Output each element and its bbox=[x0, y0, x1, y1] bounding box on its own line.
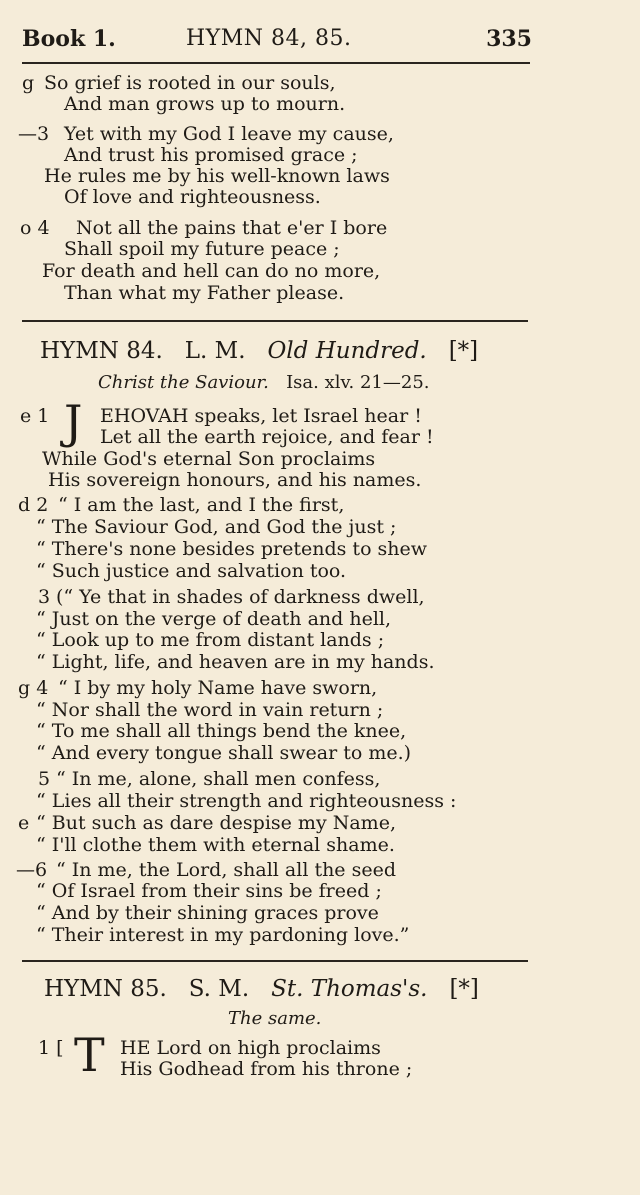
verse-line: “ But such as dare despise my Name, bbox=[36, 812, 396, 834]
verse-line: “ Light, life, and heaven are in my hands. bbox=[36, 651, 435, 673]
verse-line: Let all the earth rejoice, and fear ! bbox=[100, 426, 434, 448]
hymn-tune: Old Hundred. bbox=[267, 338, 427, 364]
verse-mark: g bbox=[22, 72, 35, 94]
hymn-mark: [*] bbox=[449, 976, 479, 1002]
verse-line: For death and hell can do no more, bbox=[42, 260, 381, 282]
section-rule bbox=[22, 960, 528, 962]
verse-mark: 3 bbox=[38, 586, 51, 608]
hymn-tune: St. Thomas's. bbox=[271, 976, 428, 1002]
verse-mark: 5 bbox=[38, 768, 51, 790]
verse-line: His sovereign honours, and his names. bbox=[48, 469, 422, 491]
verse-line: “ The Saviour God, and God the just ; bbox=[36, 516, 397, 538]
verse-mark: o 4 bbox=[20, 217, 50, 239]
hymn-number: HYMN 84. bbox=[40, 338, 163, 364]
verse-line: “ I'll clothe them with eternal shame. bbox=[36, 834, 395, 856]
book-label: Book 1. bbox=[22, 26, 116, 52]
scripture-reference: Isa. xlv. 21—25. bbox=[286, 372, 430, 393]
verse-line: While God's eternal Son proclaims bbox=[42, 448, 376, 470]
running-head bbox=[22, 26, 532, 58]
section-rule bbox=[22, 320, 528, 322]
verse-line: “ Of Israel from their sins be freed ; bbox=[36, 880, 382, 902]
verse-line: Yet with my God I leave my cause, bbox=[64, 123, 394, 145]
verse-line: “ To me shall all things bend the knee, bbox=[36, 720, 407, 742]
verse-line: “ And by their shining graces prove bbox=[36, 902, 379, 924]
verse-line: “ Their interest in my pardoning love.” bbox=[36, 924, 410, 946]
verse-mark: —6 bbox=[16, 859, 48, 881]
hymn-85-subtitle bbox=[228, 1008, 321, 1029]
verse-line: “ Look up to me from distant lands ; bbox=[36, 629, 385, 651]
verse-line: EHOVAH speaks, let Israel hear ! bbox=[100, 405, 422, 427]
verse-line: “ Such justice and salvation too. bbox=[36, 560, 347, 582]
verse-line: Than what my Father please. bbox=[64, 282, 345, 304]
header-rule bbox=[22, 62, 530, 64]
verse-mark: d 2 bbox=[18, 494, 49, 516]
verse-line: And man grows up to mourn. bbox=[64, 93, 346, 115]
drop-cap: J bbox=[64, 395, 83, 449]
verse-line: Shall spoil my future peace ; bbox=[64, 238, 340, 260]
verse-line: He rules me by his well-known laws bbox=[44, 165, 390, 187]
verse-line: (“ Ye that in shades of darkness dwell, bbox=[56, 586, 425, 608]
page-number: 335 bbox=[486, 26, 532, 52]
verse-line: “ I by my holy Name have sworn, bbox=[58, 677, 378, 699]
verse-mark: g 4 bbox=[18, 677, 49, 699]
verse-line: Not all the pains that e'er I bore bbox=[76, 217, 388, 239]
hymn-mark: [*] bbox=[448, 338, 479, 364]
verse-mark: e 1 bbox=[20, 405, 50, 427]
verse-line: And trust his promised grace ; bbox=[64, 144, 358, 166]
verse-mark: e bbox=[18, 812, 30, 834]
verse-line: HE Lord on high proclaims bbox=[120, 1037, 381, 1059]
hymn-range: HYMN 84, 85. bbox=[186, 26, 352, 51]
verse-line: “ In me, alone, shall men confess, bbox=[56, 768, 381, 790]
hymn-84-heading bbox=[40, 338, 478, 364]
verse-line: “ In me, the Lord, shall all the seed bbox=[56, 859, 396, 881]
verse-line: “ Lies all their strength and righteousness : bbox=[36, 790, 457, 812]
drop-cap: T bbox=[74, 1028, 105, 1082]
hymn-85-heading bbox=[44, 976, 479, 1002]
verse-line: So grief is rooted in our souls, bbox=[44, 72, 336, 94]
hymn-84-subtitle bbox=[98, 372, 430, 393]
verse-line: “ I am the last, and I the first, bbox=[58, 494, 345, 516]
hymn-meter: S. M. bbox=[188, 976, 250, 1002]
verse-line: “ And every tongue shall swear to me.) bbox=[36, 742, 412, 764]
verse-line: “ There's none besides pretends to shew bbox=[36, 538, 428, 560]
hymn-number: HYMN 85. bbox=[44, 976, 167, 1002]
verse-mark: —3 bbox=[18, 123, 50, 145]
verse-line: “ Just on the verge of death and hell, bbox=[36, 608, 392, 630]
verse-mark: 1 [ bbox=[38, 1037, 64, 1059]
verse-line: Of love and righteousness. bbox=[64, 186, 321, 208]
hymn-subject: The same. bbox=[228, 1008, 322, 1029]
verse-line: His Godhead from his throne ; bbox=[120, 1058, 413, 1080]
hymn-meter: L. M. bbox=[184, 338, 246, 364]
hymn-subject: Christ the Saviour. bbox=[98, 372, 269, 393]
verse-line: “ Nor shall the word in vain return ; bbox=[36, 699, 384, 721]
